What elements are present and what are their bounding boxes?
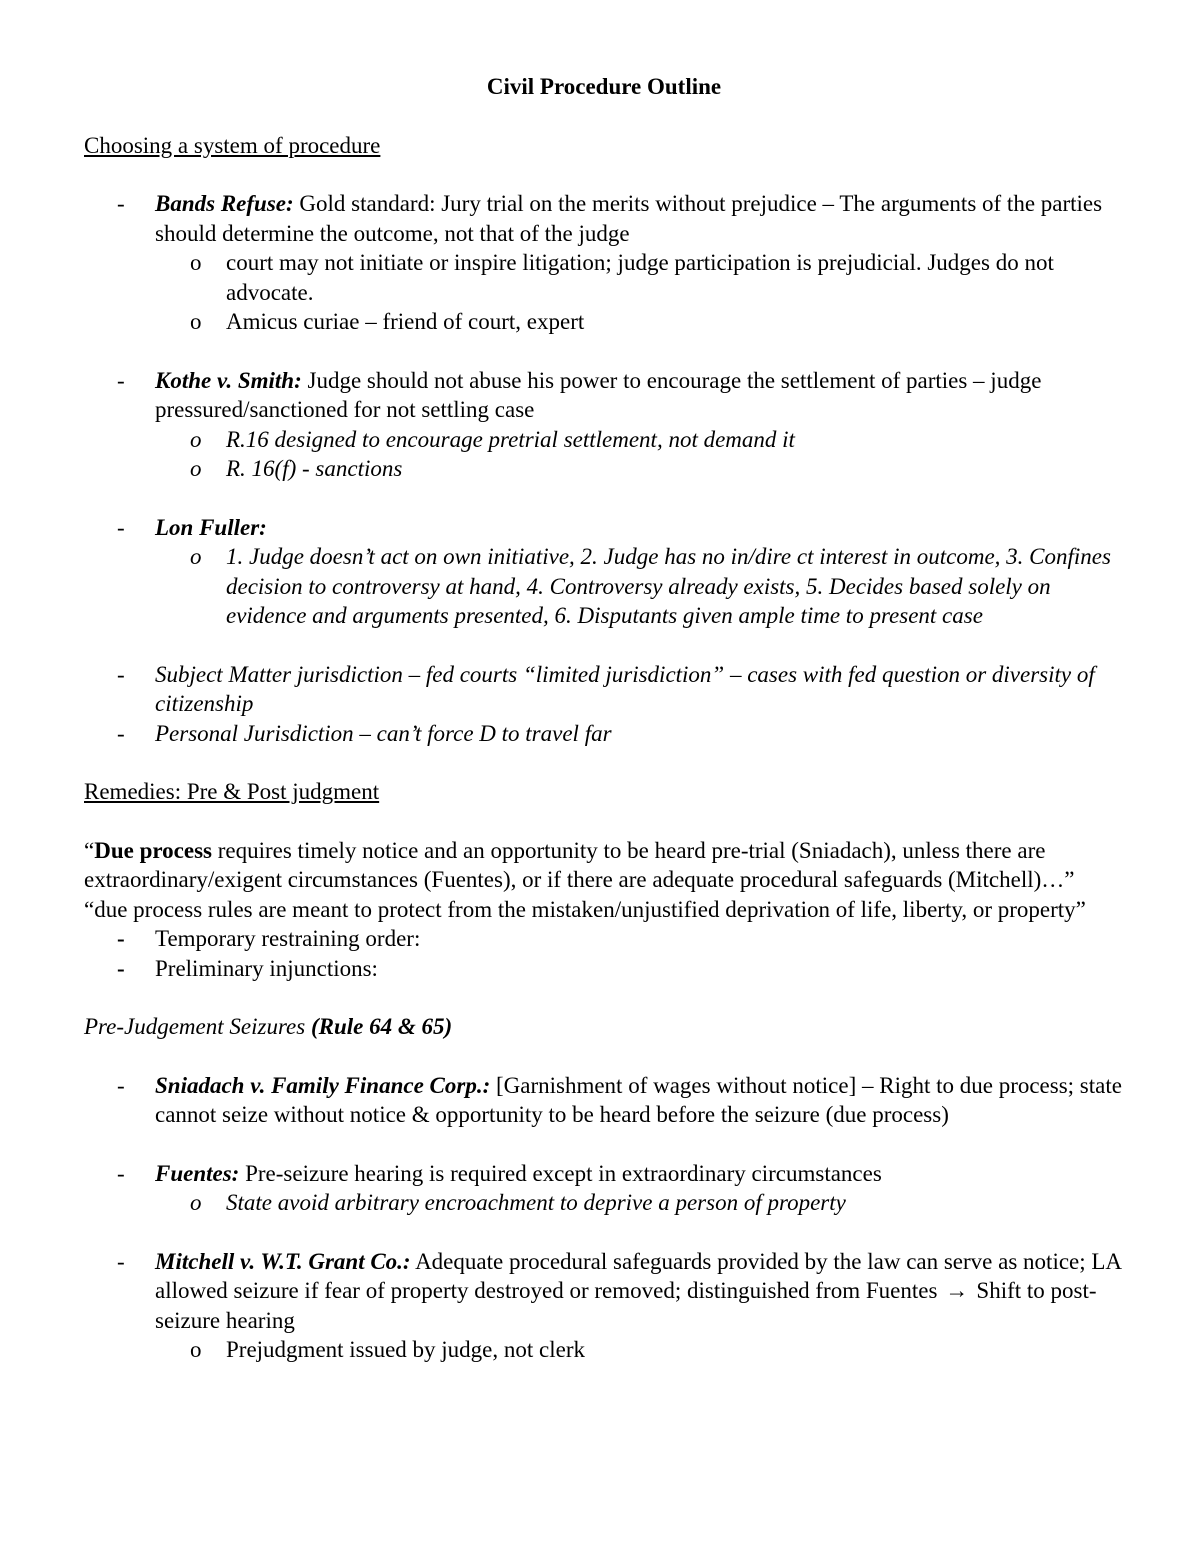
list-item-tro	[84, 924, 1124, 954]
dash-bullet: -	[117, 191, 125, 216]
list-item-lon-fuller	[84, 513, 1124, 543]
list-item-fuentes	[84, 1159, 1124, 1189]
item-text: [Garnishment of wages without notice] – Right to due process; state cannot seize without notice & opportunity to be heard before the seizure (due process)	[155, 1072, 1122, 1127]
o-bullet: o	[190, 1337, 202, 1362]
list-item-mitchell	[84, 1247, 1124, 1336]
item-text: Judge should not abuse his power to encourage the settlement of parties – judge pressured/sanctioned for not settling case	[155, 367, 1042, 422]
dash-bullet: -	[117, 661, 125, 687]
case-name: Mitchell v. W.T. Grant Co.:	[155, 1248, 411, 1274]
item-text-2: Shift to post-seizure hearing	[155, 1278, 1097, 1333]
list-item-bands-refuse	[84, 189, 1124, 248]
seizure-heading	[84, 1012, 1124, 1042]
item-text: Preliminary injunctions:	[155, 955, 378, 981]
o-bullet: o	[190, 456, 202, 481]
quote-text: requires timely notice and an opportunity to be heard pre-trial (Sniadach), unless there are extraordinary/exigent circumstances (Fuentes), or if there are adequate procedural safeguards (Mitchell)…”	[84, 837, 1075, 892]
section-heading-remedies: Remedies: Pre & Post judgment	[84, 779, 380, 804]
dash-bullet: -	[117, 1248, 125, 1274]
dash-bullet: -	[117, 1072, 125, 1098]
seizure-rule: (Rule 64 & 65)	[305, 1014, 453, 1039]
page-title: Civil Procedure Outline	[486, 74, 722, 99]
item-text: Temporary restraining order:	[155, 926, 421, 951]
section-heading-procedure: Choosing a system of procedure	[84, 132, 381, 158]
case-name: Sniadach v. Family Finance Corp.:	[155, 1072, 491, 1098]
list-item-preliminary-injunctions	[84, 954, 1124, 984]
item-text: Adequate procedural safeguards provided by the law can serve as notice; LA allowed seizure if fear of property destroyed or removed; distinguished from Fuentes	[155, 1248, 1121, 1303]
sub-item	[84, 1335, 1124, 1365]
sub-item-text: R.16 designed to encourage pretrial settlement, not demand it	[226, 426, 795, 452]
o-bullet: o	[190, 544, 202, 569]
case-name: Kothe v. Smith:	[155, 367, 302, 393]
sub-item-text: 1. Judge doesn’t act on own initiative, 2. Judge has no in/dire ct interest in outcome, 3. Confines decision to controversy at hand, 4. Controversy already exists, 5. Decides based solely on evidence and arguments presented, 6. Disputants given ample time to present case	[226, 544, 1111, 628]
document-page	[84, 72, 1124, 1365]
dash-bullet: -	[117, 720, 125, 746]
sub-item-text: Amicus curiae – friend of court, expert	[226, 309, 585, 334]
list-item-subject-matter	[84, 660, 1124, 719]
list-item-sniadach	[84, 1071, 1124, 1130]
due-process-quote-2: “due process rules are meant to protect from the mistaken/unjustified deprivation of life, liberty, or property”	[84, 896, 1086, 922]
dash-bullet: -	[117, 926, 125, 951]
sub-item-text: court may not initiate or inspire litigation; judge participation is prejudicial. Judges do not advocate.	[226, 250, 1054, 305]
case-name: Fuentes:	[155, 1160, 240, 1186]
o-bullet: o	[190, 250, 202, 275]
sub-item	[84, 454, 1124, 484]
dash-bullet: -	[117, 955, 125, 981]
sub-item	[84, 542, 1124, 631]
arrow-right-icon: →	[945, 1278, 969, 1303]
dash-bullet: -	[117, 514, 125, 540]
dash-bullet: -	[117, 367, 125, 393]
sub-item	[84, 1188, 1124, 1218]
sub-item-text: R. 16(f) - sanctions	[226, 456, 403, 481]
sub-item	[84, 248, 1124, 307]
case-name: Bands Refuse:	[155, 191, 294, 216]
item-text: Pre-seizure hearing is required except in extraordinary circumstances	[239, 1160, 882, 1186]
list-item-kothe	[84, 366, 1124, 425]
sub-item	[84, 307, 1124, 337]
sub-item	[84, 425, 1124, 455]
dash-bullet: -	[117, 1160, 125, 1186]
seizure-heading-text: Pre-Judgement Seizures	[84, 1014, 306, 1039]
due-process-term: Due process	[94, 837, 212, 863]
o-bullet: o	[190, 426, 202, 452]
item-text: Gold standard: Jury trial on the merits without prejudice – The arguments of the parties should determine the outcome, not that of the judge	[155, 191, 1103, 246]
o-bullet: o	[190, 309, 202, 334]
item-text: Subject Matter jurisdiction – fed courts “limited jurisdiction” – cases with fed question or diversity of citizenship	[155, 661, 1095, 716]
case-name: Lon Fuller:	[155, 514, 267, 540]
sub-item-text: State avoid arbitrary encroachment to deprive a person of property	[226, 1190, 846, 1215]
sub-item-text: Prejudgment issued by judge, not clerk	[226, 1337, 585, 1362]
due-process-quote	[84, 836, 1124, 895]
list-item-personal-jurisdiction	[84, 719, 1124, 749]
quote-open: “	[84, 837, 95, 863]
o-bullet: o	[190, 1190, 202, 1215]
item-text: Personal Jurisdiction – can’t force D to travel far	[155, 720, 612, 746]
